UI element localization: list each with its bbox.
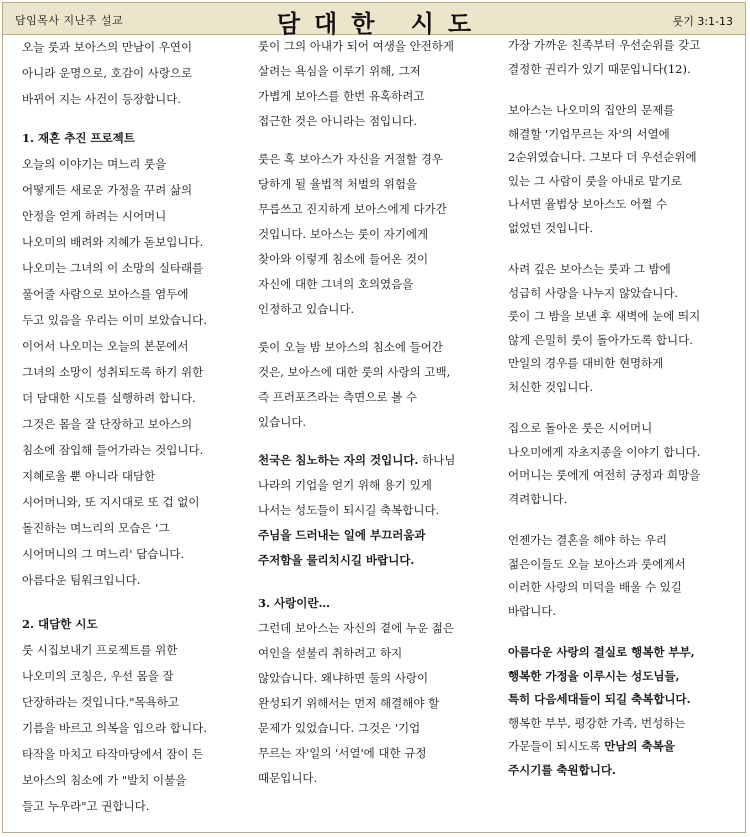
text-line: 여인을 섣불리 취하려고 하지 <box>258 646 403 660</box>
text-line: 그녀의 소망이 성취되도록 하기 위한 <box>22 365 204 379</box>
text-line: 것은, 보아스에 대한 룻의 사랑의 고백, <box>258 365 451 379</box>
text-line: 돌진하는 며느리의 모습은 '그 <box>22 521 170 535</box>
bold-line: 주님을 드러내는 일에 부끄러움과 <box>258 528 426 542</box>
text-line: 보아스의 침소에 가 "발치 이불을 <box>22 773 187 787</box>
text-line: 시어머니와, 또 지시대로 또 겁 없이 <box>22 495 200 509</box>
text-line: 살려는 욕심을 이루기 위해, 그저 <box>258 64 421 78</box>
text-line: 행복한 부부, 평강한 가족, 번성하는 <box>508 715 686 730</box>
text-line: 룻은 혹 보아스가 자신을 거절할 경우 <box>258 152 443 166</box>
text-line: 자신에 대한 그녀의 호의였음을 <box>258 277 414 291</box>
text-line: 없었던 것입니다. <box>508 220 594 235</box>
text-line: 기름을 바르고 의복을 입으라 합니다. <box>22 721 207 735</box>
text-line: 언젠가는 결혼을 해야 하는 우리 <box>508 533 668 547</box>
text-line: 해결할 '기업무르는 자'의 서열에 <box>508 126 670 141</box>
text-line: 룻이 그 밤을 보낸 후 새벽에 눈에 띄지 <box>508 309 701 323</box>
text-line: 찾아와 이렇게 침소에 들어온 것이 <box>258 252 429 266</box>
header-bar <box>3 3 745 38</box>
text-line: 나오미에게 자초지종을 이야기 합니다. <box>508 444 701 459</box>
text-line: 2순위였습니다. 그보다 더 우선순위에 <box>508 150 697 164</box>
text-line: 이어서 나오미는 오늘의 본문에서 <box>22 339 189 353</box>
bold-phrase: 천국은 침노하는 자의 것입니다. <box>258 453 419 467</box>
text-line: 침소에 잠입해 들어가라는 것입니다. <box>22 443 204 457</box>
text-line: 그것은 몸을 잘 단장하고 보아스의 <box>22 417 193 431</box>
scripture-reference: 룻기 3:1-13 <box>672 15 733 28</box>
text-line: 당하게 될 율법적 처벌의 위험을 <box>258 177 418 191</box>
sermon-label: 담임목사 지난주 설교 <box>15 14 124 27</box>
text-line: 무르는 자'일의 '서열'에 대한 규정 <box>258 746 427 760</box>
text-line: 아름다운 팀워크입니다. <box>22 573 141 587</box>
sermon-title: 담대한 시도 <box>276 9 486 38</box>
text-line: 만일의 경우를 대비한 현명하게 <box>508 356 664 370</box>
text-line <box>508 735 738 759</box>
text-line: 나라의 기업을 얻기 위해 용기 있게 <box>258 478 432 492</box>
text-line: 사려 깊은 보아스는 룻과 그 밤에 <box>508 262 671 276</box>
column-2 <box>258 34 490 791</box>
text-fragment: 하나님 <box>418 453 456 467</box>
text-line: 젊은이들도 오늘 보아스과 룻에게서 <box>508 556 686 571</box>
text-line: 있는 그 사람이 룻을 아내로 맡기로 <box>508 173 682 188</box>
text-line: 오늘 룻과 보아스의 만남이 우연이 <box>22 40 193 54</box>
text-line: 더 담대한 시도를 실행하려 합니다. <box>22 391 196 405</box>
bold-line: 아름다운 사랑의 결실로 행복한 부부, <box>508 645 695 659</box>
text-line: 않았습니다. 왜냐하면 둘의 사랑이 <box>258 671 429 685</box>
bold-line: 행복한 가정을 이루시는 성도님들, <box>508 668 680 683</box>
bold-phrase: 만남의 축복을 <box>604 739 675 753</box>
text-line: 완성되기 위해서는 먼저 해결해야 할 <box>258 696 440 710</box>
text-line: 어떻게든 새로운 가정을 꾸려 삶의 <box>22 183 193 197</box>
column-3 <box>508 34 738 782</box>
text-line: 풀어줄 사람으로 보아스를 염두에 <box>22 287 189 301</box>
text-line: 두고 있음을 우리는 이미 보았습니다. <box>22 313 207 327</box>
text-fragment: 가문들이 되시도록 <box>508 739 605 753</box>
text-line: 인정하고 있습니다. <box>258 302 355 316</box>
text-line: 지혜로울 뿐 아니라 대담한 <box>22 469 156 483</box>
bold-line: 주시기를 축원합니다. <box>508 762 616 777</box>
text-line: 어머니는 룻에게 여전히 긍정과 희망을 <box>508 468 701 482</box>
text-line: 즉 프러포즈라는 측면으로 볼 수 <box>258 390 418 404</box>
text-line: 나오미는 그녀의 이 소망의 실타래를 <box>22 261 204 275</box>
text-line <box>258 448 490 473</box>
bold-line: 특히 다음세대들이 되길 축복합니다. <box>508 692 691 706</box>
text-line: 들고 누우라"고 권합니다. <box>22 799 150 813</box>
text-line: 격려합니다. <box>508 491 568 506</box>
text-line: 가볍게 보아스를 한번 유혹하려고 <box>258 89 425 103</box>
text-line: 무릅쓰고 진지하게 보아스에게 다가간 <box>258 202 447 216</box>
section-3-heading: 3. 사랑이란… <box>258 596 330 610</box>
text-line: 처신한 것입니다. <box>508 379 594 394</box>
text-line: 바뀌어 지는 사건이 등장합니다. <box>22 92 182 106</box>
text-line: 타작을 마치고 타작마당에서 잠이 든 <box>22 747 204 761</box>
bold-line: 주저함을 물리치시길 바랍니다. <box>258 553 415 567</box>
text-line: 문제가 있었습니다. 그것은 '기업 <box>258 721 421 735</box>
text-line: 룻이 오늘 밤 보아스의 침소에 들어간 <box>258 340 443 354</box>
text-line: 단장하라는 것입니다."목욕하고 <box>22 695 180 709</box>
text-line: 아니라 운명으로, 호감이 사랑으로 <box>22 66 193 80</box>
text-line: 접근한 것은 아니라는 점입니다. <box>258 114 418 128</box>
text-line: 않게 은밀히 룻이 돌아가도록 합니다. <box>508 332 693 347</box>
text-line: 룻이 그의 아내가 되어 여생을 안전하게 <box>258 39 455 53</box>
text-line: 룻 시집보내기 프로젝트를 위한 <box>22 643 178 657</box>
text-line: 집으로 돌아온 룻은 시어머니 <box>508 421 653 435</box>
text-line: 오늘의 이야기는 며느리 룻을 <box>22 157 167 171</box>
text-line: 성급히 사랑을 나누지 않았습니다. <box>508 285 679 300</box>
section-2-heading: 2. 대담한 시도 <box>22 617 98 631</box>
text-line: 있습니다. <box>258 415 307 429</box>
text-line: 이러한 사랑의 미덕을 배울 수 있길 <box>508 580 682 594</box>
text-line: 나오미의 배려와 지혜가 돋보입니다. <box>22 235 204 249</box>
text-line: 나오미의 코칭은, 우선 몸을 잘 <box>22 669 174 683</box>
text-line: 결정한 권리가 있기 때문입니다(12). <box>508 61 691 76</box>
text-line: 나서면 율법상 보아스도 어쩔 수 <box>508 197 668 211</box>
text-line: 바랍니다. <box>508 603 557 618</box>
text-line: 시어머니의 그 며느리' 답습니다. <box>22 547 185 561</box>
text-line: 보아스는 나오미의 집안의 문제를 <box>508 103 675 117</box>
text-line: 때문입니다. <box>258 771 318 785</box>
text-line: 나서는 성도들이 되시길 축복합니다. <box>258 503 440 517</box>
column-1 <box>22 34 240 819</box>
text-line: 가장 가까운 친족부터 우선순위를 갖고 <box>508 38 701 52</box>
text-line: 안정을 얻게 하려는 시어머니 <box>22 209 167 223</box>
section-1-heading: 1. 재혼 추진 프로젝트 <box>22 131 135 145</box>
text-line: 것입니다. 보아스는 룻이 자기에게 <box>258 227 429 241</box>
text-line: 그런데 보아스는 자신의 곁에 누운 젊은 <box>258 621 455 635</box>
